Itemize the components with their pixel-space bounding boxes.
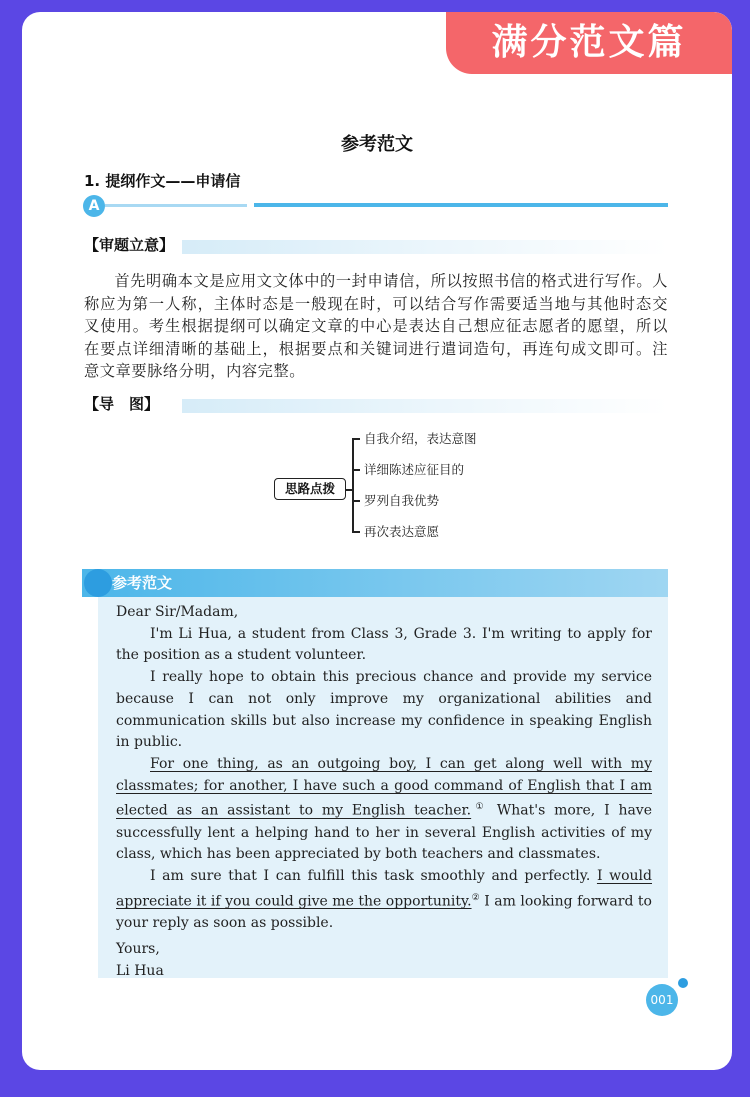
mindmap-tick xyxy=(352,500,360,502)
section-heading-mindmap: 【导 图】 xyxy=(84,395,160,413)
letter-text: I am looking forward to your reply as soon as possible. xyxy=(116,893,652,932)
subtitle: 1. 提纲作文——申请信 xyxy=(84,172,241,190)
mindmap-center: 思路点拨 xyxy=(274,478,346,500)
section-bar xyxy=(182,240,668,254)
letter-paragraph-1: I'm Li Hua, a student from Class 3, Grade 3. I'm writing to apply for the position as a student volunteer. xyxy=(116,625,652,664)
letter-paragraph-4 xyxy=(116,866,652,935)
mindmap-item: 自我介绍，表达意图 xyxy=(364,431,477,446)
mindmap-item: 再次表达意愿 xyxy=(364,524,440,539)
section-tag: 满分范文篇 xyxy=(446,12,732,74)
page-number: 001 xyxy=(646,984,678,1016)
badge-a: A xyxy=(83,195,105,217)
note-marker: ① xyxy=(471,802,488,813)
analysis-paragraph: 首先明确本文是应用文文体中的一封申请信，所以按照书信的格式进行写作。人称应为第一人称，主体时态是一般现在时，可以结合写作需要适当地与其他时态交叉使用。考生根据提纲可以确定文章的中心是表达自己想应征志愿者的愿望，所以在要点详细清晰的基础上，根据要点和关键词进行遣词造句，再连句成文即可。注意文章要脉络分明，内容完整。 xyxy=(84,272,668,380)
sample-letter xyxy=(116,602,652,982)
page xyxy=(22,12,732,1070)
divider-line-light xyxy=(105,204,247,207)
letter-text: I am sure that I can fulfill this task smoothly and perfectly. xyxy=(150,868,597,885)
letter-signature: Li Hua xyxy=(116,962,164,979)
reference-header-dot xyxy=(84,569,112,597)
page-number-dot xyxy=(678,978,688,988)
letter-paragraph-2: I really hope to obtain this precious chance and provide my service because I can not only improve my organizational abilities and communication skills but also increase my confidence in speaking English in public. xyxy=(116,669,652,751)
mindmap-item: 详细陈述应征目的 xyxy=(364,462,465,477)
page-title: 参考范文 xyxy=(341,134,413,155)
mindmap-bracket xyxy=(352,438,354,532)
divider-line xyxy=(254,203,668,207)
letter-greeting: Dear Sir/Madam, xyxy=(116,604,239,620)
letter-closing: Yours, xyxy=(116,940,160,957)
section-bar xyxy=(182,399,668,413)
mindmap-tick xyxy=(352,469,360,471)
section-heading-analysis: 【审题立意】 xyxy=(84,236,175,254)
letter-text: What's more, I have successfully lent a helping hand to her in several English activities of my class, which has been appreciated by both teachers and classmates. xyxy=(116,802,652,863)
highlighted-sentence: I would appreciate it if you could give me the opportunity. xyxy=(116,868,652,910)
mindmap-item: 罗列自我优势 xyxy=(364,493,440,508)
mindmap-tick xyxy=(352,531,360,533)
letter-paragraph-3 xyxy=(116,754,652,866)
highlighted-sentence: For one thing, as an outgoing boy, I can get along well with my classmates; for another, I have such a good command of English that I am elected as an assistant to my English teacher. xyxy=(116,755,652,819)
note-marker: ② xyxy=(471,892,480,903)
mindmap-tick xyxy=(352,438,360,440)
reference-title: 参考范文 xyxy=(112,574,173,592)
